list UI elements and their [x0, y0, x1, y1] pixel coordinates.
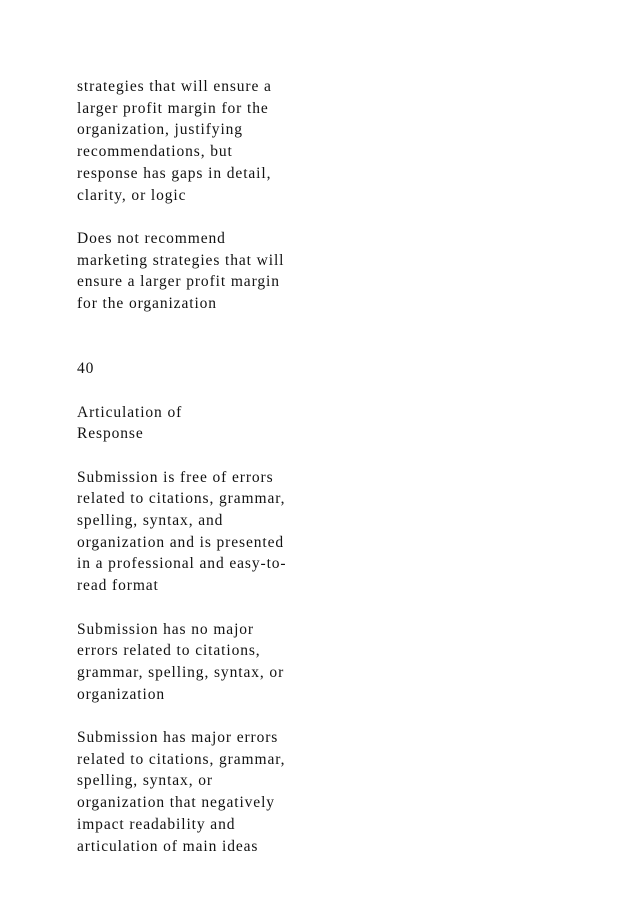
criterion-heading: Articulation of Response — [77, 403, 183, 443]
points-value: 40 — [77, 360, 95, 378]
document-page — [77, 76, 327, 857]
proficient-criterion-text: Submission has no major errors related to citations, grammar, spelling, syntax, or organization — [77, 620, 285, 703]
exemplary-criterion-text: Submission is free of errors related to citations, grammar, spelling, syntax, and organization and is presented in a professional and easy-to- read format — [77, 468, 287, 595]
not-evident-criterion-text: Does not recommend marketing strategies that will ensure a larger profit margin for the organization — [77, 229, 285, 313]
partial-criterion-text: strategies that will ensure a larger profit margin for the organization, justifying recommendations, but response has gaps in detail, clarity, or logic — [77, 78, 272, 204]
needs-improvement-criterion-text: Submission has major errors related to citations, grammar, spelling, syntax, or organization that negatively impact readability and articulation of main ideas — [77, 729, 286, 855]
